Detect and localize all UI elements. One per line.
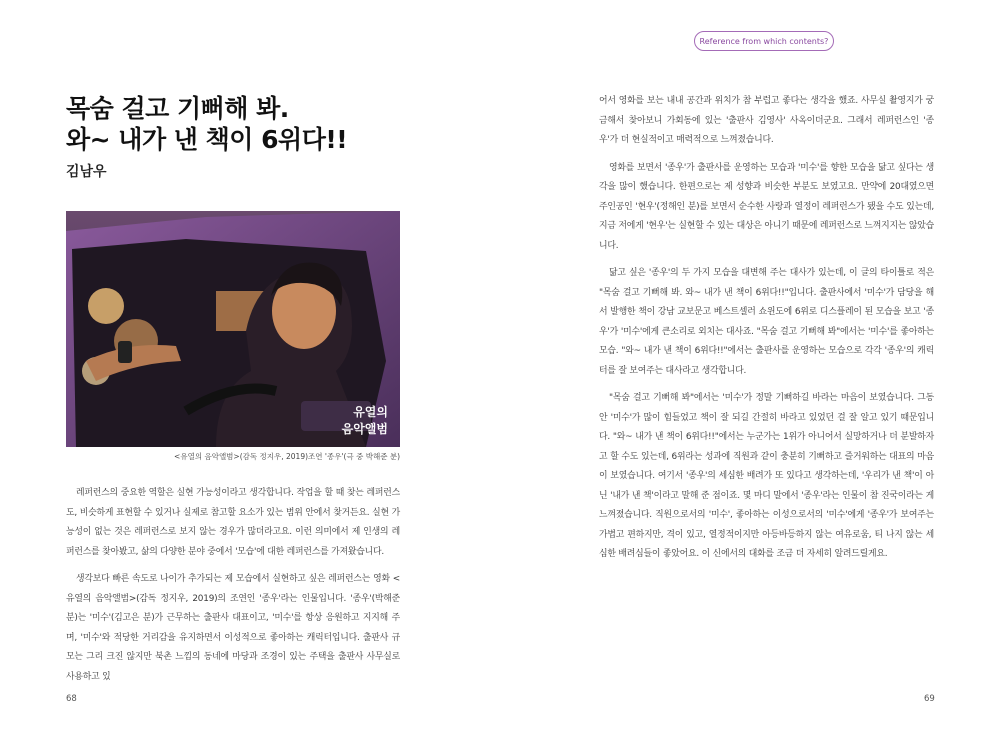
photo-watermark-line-1: 유열의 — [353, 405, 388, 419]
paragraph: 생각보다 빠른 속도로 나이가 추가되는 제 모습에서 실현하고 싶은 레퍼런스는 영화 <유열의 음악앨범>(감독 정지우, 2019)의 조연인 '종우'라는 인물입니다. '종우'(박해준 분)는 '미수'(김고은 분)가 근무하는 출판사 대표이고, '미수'를 항상 응원하고 지지해 주며, '미수'와 적당한 거리감을 유지하면서 이성적으로 좋아하는 캐릭터입니다. 출판사 규모는 그리 크진 않지만 북촌 느낌의 동네에 마당과 조경이 있는 주택을 출판사 사무실로 사용하고 있 — [66, 574, 400, 682]
paragraph: 어서 영화를 보는 내내 공간과 위치가 참 부럽고 좋다는 생각을 했죠. 사무실 촬영지가 궁금해서 찾아보니 가회동에 있는 '출판사 김영사' 사옥이더군요. 그래서 레퍼런스인 '종우'가 더 현실적이고 매력적으로 느껴졌습니다. — [599, 96, 934, 145]
page-number-left: 68 — [66, 694, 77, 704]
image-caption: <유열의 음악앨범>(감독 정지우, 2019)조연 '종우'(극 중 박해준 분) — [174, 452, 400, 461]
title-line-1: 목숨 걸고 기뻐해 봐. — [66, 94, 289, 123]
page-number-right: 69 — [924, 694, 935, 704]
paragraph: 닮고 싶은 '종우'의 두 가지 모습을 대변해 주는 대사가 있는데, 이 글의 타이틀로 적은 "목숨 걸고 기뻐해 봐. 와~ 내가 낸 책이 6위다!!"입니다. 출판사에서 '미수'가 담당을 해서 발행한 책이 강남 교보문고 베스트셀러 쇼윈도에 6위로 디스플레이 된 모습을 보고 '종우'가 '미수'에게 큰소리로 외치는 대사죠. "목숨 걸고 기뻐해 봐"에서는 '미수'를 좋아하는 모습. "와~ 내가 낸 책이 6위다!!"에서는 출판사를 운영하는 모습으로 각각 '종우'의 캐릭터를 잘 보여주는 대사라고 생각합니다. — [599, 268, 934, 376]
movie-still-image — [66, 211, 400, 447]
reference-tag: Reference from which contents? — [694, 31, 834, 51]
title-line-2: 와~ 내가 낸 책이 6위다!! — [66, 125, 348, 154]
photo-watermark-line-2: 음악앨범 — [341, 422, 388, 436]
author-name: 김남우 — [66, 164, 107, 180]
paragraph: "목숨 걸고 기뻐해 봐"에서는 '미수'가 정말 기뻐하길 바라는 마음이 보였습니다. 그동안 '미수'가 많이 힘들었고 책이 잘 되길 간절히 바라고 있었던 걸 잘 알고 있기 때문입니다. "와~ 내가 낸 책이 6위다!!"에서는 누군가는 1위가 아니어서 실망하거나 더 분발하자고 할 수도 있는데, 6위라는 성과에 직원과 같이 충분히 기뻐하고 즐거워하는 대표의 마음이 보였습니다. 여기서 '종우'의 세심한 배려가 또 있다고 생각하는데, '우리가 낸 책'이 아닌 '내가 낸 책'이라고 말해 준 점이죠. 몇 마디 말에서 '종우'라는 인물이 참 진국이라는 게 느껴졌습니다. 직원으로서의 '미수', 좋아하는 이성으로서의 '미수'에게 '종우'가 보여주는 가볍고 편하지만, 격이 있고, 열정적이지만 아등바등하지 않는 여유로움, 티 나지 않는 세심한 배려심들이 좋았어요. 이 신에서의 대화를 조금 더 자세히 알려드릴게요. — [599, 393, 934, 559]
right-column-text — [599, 92, 934, 573]
paragraph: 영화를 보면서 '종우'가 출판사를 운영하는 모습과 '미수'를 향한 모습을 닮고 싶다는 생각을 많이 했습니다. 한편으로는 제 성향과 비슷한 부분도 보였고요. 만약에 20대였으면 주인공인 '현우'(정해인 분)를 보면서 순수한 사랑과 열정이 레퍼런스가 됐을 수도 있는데, 지금 저에게 '현우'는 실현할 수 있는 대상은 아니기 때문에 레퍼런스로 느껴지지는 않았습니다. — [599, 162, 934, 251]
article-title — [66, 93, 347, 155]
left-column-text — [66, 484, 400, 695]
paragraph: 레퍼런스의 중요한 역할은 실현 가능성이라고 생각합니다. 작업을 할 때 찾는 레퍼런스도, 비슷하게 표현할 수 있거나 실제로 참고할 요소가 있는 범위 안에서 찾거든요. 실현 가능성이 없는 것은 레퍼런스로 보지 않는 경우가 많더라고요. 이런 의미에서 제 인생의 레퍼런스를 찾아봤고, 삶의 다양한 분야 중에서 '모습'에 대한 레퍼런스를 가져왔습니다. — [66, 488, 400, 557]
